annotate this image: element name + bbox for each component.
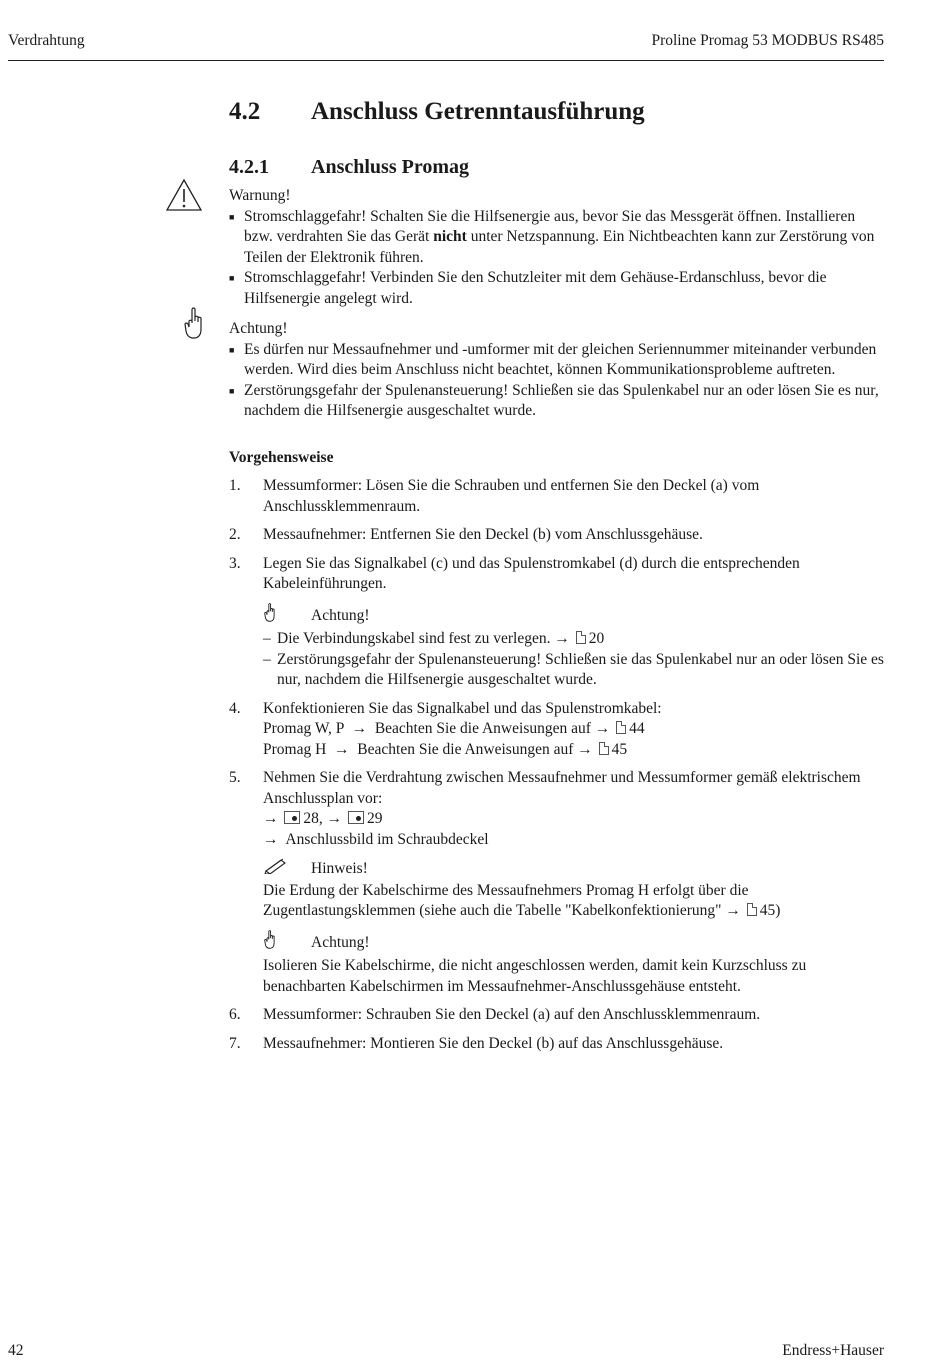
subsection-heading (229, 154, 884, 180)
step-number: 7. (229, 1034, 241, 1052)
step-3-dash-2: – Zerstörungsgefahr der Spulenansteuerung! Schließen sie das Spulenkabel nur an oder lösen Sie es nur, nachdem die Hilfsenergie ausgeschaltet wurde. (263, 650, 884, 691)
warning-block (229, 186, 884, 309)
step-number: 4. (229, 699, 241, 717)
step-6-text: Messumformer: Schrauben Sie den Deckel (a) auf den Anschlussklemmenraum. (263, 1006, 761, 1023)
step-2 (229, 525, 884, 546)
footer-brand: Endress+Hauser (782, 1342, 884, 1359)
page-reference-icon (747, 903, 757, 916)
arrow: → (263, 810, 279, 827)
step-5-hint-body: Die Erdung der Kabelschirme des Messaufnehmers Promag H erfolgt über die Zugentlastungsklemmen (siehe auch die Tabelle "Kabelkonfektionierung" → (263, 881, 749, 919)
step-number: 3. (229, 554, 241, 572)
figure-reference-icon (348, 811, 364, 824)
step-5-hint-text (263, 881, 884, 922)
section-number: 4.2 (229, 98, 261, 125)
figure-ref-29: 29 (367, 810, 383, 827)
section-title: Anschluss Getrenntausführung (311, 98, 645, 125)
step-3-caution (263, 603, 884, 691)
step-5-caution-text: Isolieren Sie Kabelschirme, die nicht angeschlossen werden, damit kein Kurzschluss zu benachbarten Kabelschirmen im Messaufnehmer-Anschlussgehäuse entsteht. (263, 957, 807, 995)
step-4-text: Konfektionieren Sie das Signalkabel und das Spulenstromkabel: (263, 699, 662, 717)
procedure-steps (229, 476, 884, 1054)
step-3 (229, 554, 884, 691)
step-5 (229, 768, 884, 997)
step-1-text: Messumformer: Lösen Sie die Schrauben und entfernen Sie den Deckel (a) vom Anschlussklemmenraum. (263, 477, 760, 515)
arrow: → (326, 810, 343, 827)
header-section: Verdrahtung (8, 32, 85, 49)
pointing-hand-icon (263, 930, 277, 950)
page-reference-icon (616, 721, 626, 734)
step-3-text: Legen Sie das Signalkabel (c) und das Spulenstromkabel (d) durch die entsprechenden Kabeleinführungen. (263, 554, 800, 592)
step-7 (229, 1034, 884, 1055)
page-ref-45: 45 (611, 740, 628, 758)
step-number: 6. (229, 1006, 241, 1023)
caution-bullet-2: ■ Zerstörungsgefahr der Spulenansteuerung! Schließen sie das Spulenkabel nur an oder lösen Sie es nur, nachdem die Hilfsenergie ausgeschaltet wurde. (229, 381, 884, 422)
step-4 (229, 699, 884, 761)
procedure-title: Vorgehensweise (229, 448, 334, 466)
warning-bullet-1-text: Stromschlaggefahr! Schalten Sie die Hilfsenergie aus, bevor Sie das Messgerät öffnen. Installieren bzw. verdrahten Sie das Gerät (244, 207, 856, 245)
page-ref-20: 20 (588, 630, 605, 647)
page-reference-icon (599, 742, 609, 755)
step-4-line-2 (263, 740, 884, 761)
caution-bullet-1: ■ Es dürfen nur Messaufnehmer und -umformer mit der gleichen Seriennummer miteinander verbunden werden. Wird dies beim Anschluss nicht beachtet, können Kommunikationsprobleme auftreten. (229, 340, 884, 381)
step-4-line-2-text: Promag H → Beachten Sie die Anweisungen auf → (263, 740, 593, 758)
step-5-caution (263, 930, 884, 998)
page-ref-45: 45) (759, 902, 781, 919)
pointing-hand-icon (263, 603, 277, 623)
step-4-line-1-text: Promag W, P → Beachten Sie die Anweisungen auf → (263, 720, 611, 737)
step-3-dash-1 (263, 629, 884, 650)
warning-bullet-1-bold: nicht (433, 228, 467, 245)
header-product: Proline Promag 53 MODBUS RS485 (651, 32, 884, 49)
warning-bullet-1-text-end: unter Netzspannung. Ein Nichtbeachten kann zur Zerstörung von Teilen der Elektronik führen. (244, 228, 875, 266)
step-7-text: Messaufnehmer: Montieren Sie den Deckel (b) auf das Anschlussgehäuse. (263, 1034, 724, 1052)
pencil-icon (263, 858, 287, 874)
step-5-caution-title: Achtung! (311, 933, 370, 951)
step-3-caution-title: Achtung! (311, 606, 370, 624)
step-2-text: Messaufnehmer: Entfernen Sie den Deckel (b) vom Anschlussgehäuse. (263, 526, 703, 543)
main-content (229, 96, 884, 1062)
page-reference-icon (576, 631, 586, 644)
section-heading (229, 96, 884, 128)
warning-triangle-icon (165, 178, 203, 212)
step-number: 1. (229, 477, 241, 494)
step-number: 5. (229, 769, 241, 786)
warning-title: Warnung! (229, 187, 291, 204)
step-5-text: Nehmen Sie die Verdrahtung zwischen Messaufnehmer und Messumformer gemäß elektrischem Anschlussplan vor: (263, 769, 861, 807)
warning-bullet-1 (229, 207, 884, 269)
step-5-hint-title: Hinweis! (311, 860, 368, 877)
caution-block (229, 319, 884, 422)
step-5-figure-refs (263, 809, 884, 830)
caution-title: Achtung! (229, 320, 288, 337)
step-5-hint (263, 858, 884, 922)
header-rule (8, 60, 884, 61)
step-5-line-2: → Anschlussbild im Schraubdeckel (263, 830, 489, 848)
step-3-dash-1-text: Die Verbindungskabel sind fest zu verlegen. → (277, 630, 570, 647)
figure-reference-icon (284, 811, 300, 824)
pointing-hand-icon (183, 307, 205, 341)
step-number: 2. (229, 526, 241, 543)
page-number: 42 (8, 1342, 24, 1359)
subsection-number: 4.2.1 (229, 156, 269, 178)
page-ref-44: 44 (629, 720, 645, 737)
step-4-line-1 (263, 719, 884, 740)
step-6 (229, 1005, 884, 1026)
step-1 (229, 476, 884, 517)
subsection-title: Anschluss Promag (311, 156, 469, 178)
figure-ref-28: 28, (303, 810, 323, 827)
warning-bullet-2: ■ Stromschlaggefahr! Verbinden Sie den Schutzleiter mit dem Gehäuse-Erdanschluss, bevor die Hilfsenergie angelegt wird. (229, 268, 884, 309)
